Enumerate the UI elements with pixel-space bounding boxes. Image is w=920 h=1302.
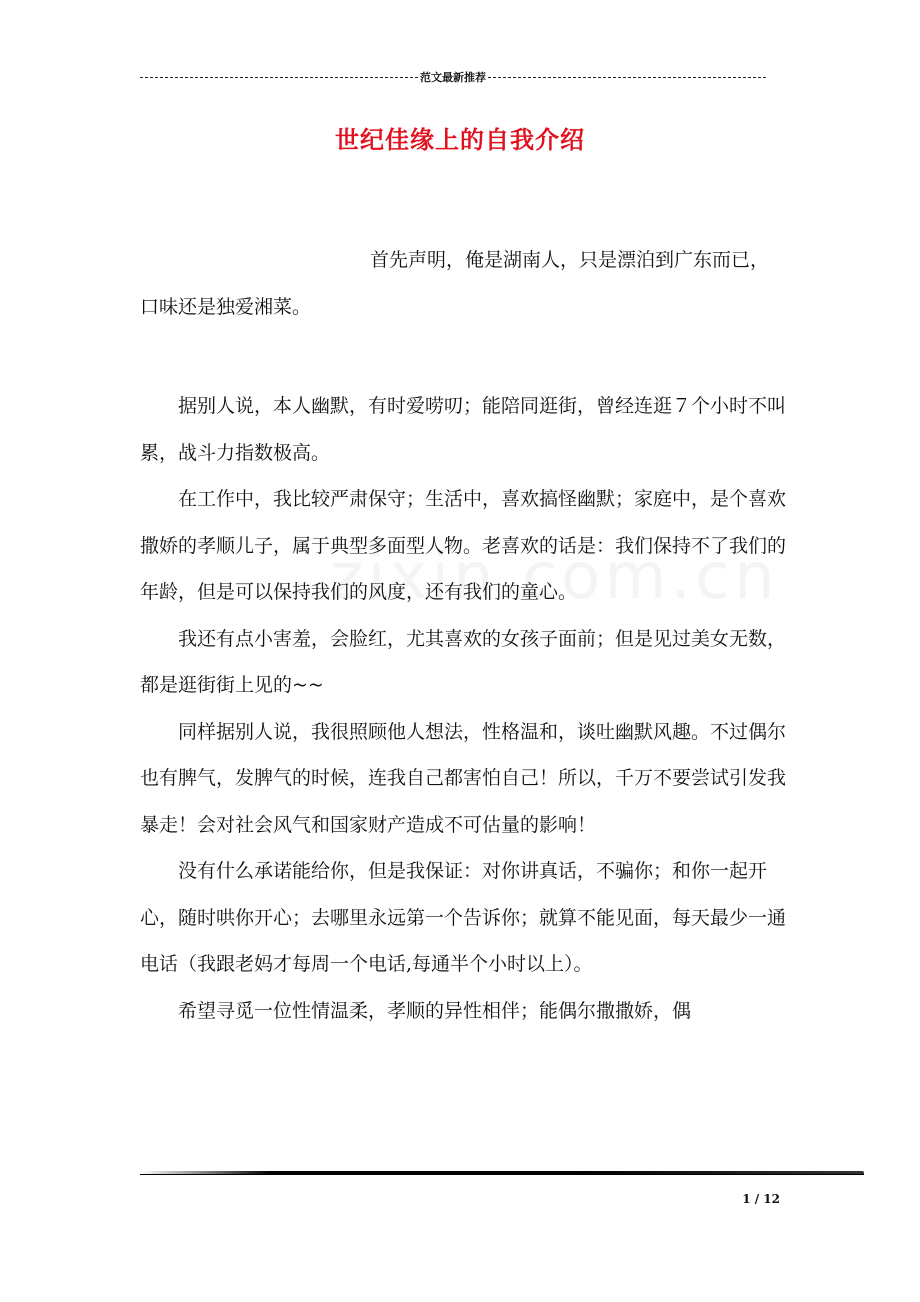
paragraph-1: 首先声明，俺是湖南人，只是漂泊到广东而已，口味还是独爱湘菜。 <box>140 249 770 318</box>
document-title: 世纪佳缘上的自我介绍 <box>335 126 585 154</box>
header-label: 范文最新推荐 <box>420 71 486 84</box>
paragraph-3: 在工作中，我比较严肃保守；生活中，喜欢搞怪幽默；家庭中，是个喜欢撒娇的孝顺儿子，属于典型多面型人物。老喜欢的话是：我们保持不了我们的年龄，但是可以保持我们的风度，还有我们的童心。 <box>140 488 787 603</box>
paragraph-2: 据别人说，本人幽默，有时爱唠叨；能陪同逛街，曾经连逛７个小时不叫累，战斗力指数极高。 <box>140 395 787 464</box>
paragraph-gap <box>140 330 786 383</box>
paragraph-4: 我还有点小害羞，会脸红，尤其喜欢的女孩子面前；但是见过美女无数，都是逛街街上见的~~ <box>140 627 787 696</box>
document-body <box>140 237 786 1034</box>
paragraph-5: 同样据别人说，我很照顾他人想法，性格温和，谈吐幽默风趣。不过偶尔也有脾气，发脾气的时候，连我自己都害怕自己！所以，千万不要尝试引发我暴走！会对社会风气和国家财产造成不可估量的影响！ <box>140 720 787 836</box>
footer-rule-line <box>140 1174 864 1175</box>
paragraph-6: 没有什么承诺能给你，但是我保证：对你讲真话，不骗你；和你一起开心，随时哄你开心；去哪里永远第一个告诉你；就算不能见面，每天最少一通电话（我跟老妈才每周一个电话,每通半个小时以上）。 <box>140 860 787 975</box>
paragraph-7: 希望寻觅一位性情温柔，孝顺的异性相伴；能偶尔撒撒娇，偶 <box>178 999 692 1022</box>
header-dash-left <box>140 77 418 78</box>
header-dash-right <box>488 77 766 78</box>
page-header <box>140 68 766 86</box>
page-number: 1 / 12 <box>742 1192 780 1206</box>
